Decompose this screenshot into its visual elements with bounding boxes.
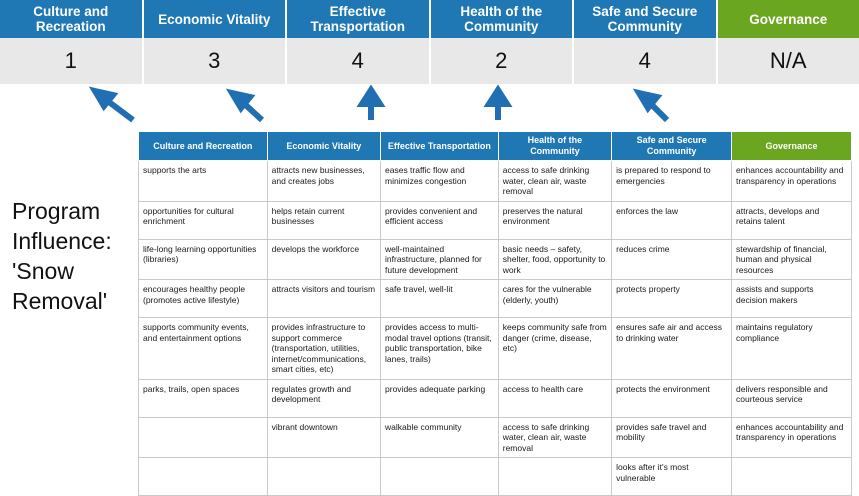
matrix-header-safe-and-secure-community: Safe and Secure Community [612, 132, 732, 161]
matrix-cell: access to health care [498, 379, 611, 417]
matrix-cell: reduces crime [612, 239, 732, 280]
matrix-cell: provides convenient and efficient access [381, 201, 499, 239]
arrow-up-left-culture [95, 91, 133, 120]
matrix-cell: opportunities for cultural enrichment [139, 201, 268, 239]
matrix-header-effective-transportation: Effective Transportation [381, 132, 499, 161]
matrix-header-row [139, 132, 852, 161]
scorecard-header-label: Safe and Secure Community [578, 4, 712, 34]
matrix-cell: eases traffic flow and minimizes congestion [381, 161, 499, 202]
matrix-header-health-of-the-community: Health of the Community [498, 132, 611, 161]
matrix-cell: parks, trails, open spaces [139, 379, 268, 417]
program-influence-caption [12, 196, 140, 316]
matrix-cell-empty [732, 458, 852, 496]
scorecard-header-label: Economic Vitality [158, 12, 270, 27]
matrix-cell: provides safe travel and mobility [612, 417, 732, 458]
matrix-header-economic-vitality: Economic Vitality [267, 132, 380, 161]
matrix-cell: well-maintained infrastructure, planned for future development [381, 239, 499, 280]
matrix-cell: looks after it's most vulnerable [612, 458, 732, 496]
caption-line-1: Program [12, 196, 140, 226]
arrows-group [0, 84, 859, 132]
matrix-cell: walkable community [381, 417, 499, 458]
caption-line-3: 'Snow [12, 256, 140, 286]
matrix-cell: encourages healthy people (promotes active lifestyle) [139, 280, 268, 318]
matrix-header-culture-and-recreation: Culture and Recreation [139, 132, 268, 161]
matrix-cell: attracts visitors and tourism [267, 280, 380, 318]
scorecard-header-governance [718, 0, 859, 38]
matrix-cell-empty [139, 458, 268, 496]
matrix-cell: provides adequate parking [381, 379, 499, 417]
arrow-up-transportation [362, 90, 380, 120]
scorecard-summary-strip [0, 0, 859, 84]
matrix-cell: supports community events, and entertainment options [139, 318, 268, 380]
matrix-cell-empty [498, 458, 611, 496]
table-row [139, 417, 852, 458]
scorecard-header-row [0, 0, 859, 38]
matrix-cell: preserves the natural environment [498, 201, 611, 239]
caption-line-2: Influence: [12, 226, 140, 256]
matrix-cell: is prepared to respond to emergencies [612, 161, 732, 202]
scorecard-value-row [0, 38, 859, 84]
arrow-up-left-economic [232, 93, 262, 120]
matrix-cell: provides access to multi-modal travel options (transit, public transportation, bike lanes, trails) [381, 318, 499, 380]
matrix-cell: access to safe drinking water, clean air, waste removal [498, 161, 611, 202]
scorecard-value-governance: N/A [718, 38, 859, 84]
matrix-cell-empty [139, 417, 268, 458]
matrix-cell-empty [267, 458, 380, 496]
matrix-cell: develops the workforce [267, 239, 380, 280]
scorecard-value-safe-and-secure-community: 4 [574, 38, 718, 84]
matrix-cell: keeps community safe from danger (crime, disease, etc) [498, 318, 611, 380]
matrix-cell: cares for the vulnerable (elderly, youth) [498, 280, 611, 318]
matrix-cell: safe travel, well-lit [381, 280, 499, 318]
matrix-cell-empty [381, 458, 499, 496]
matrix-cell: attracts, develops and retains talent [732, 201, 852, 239]
table-row [139, 201, 852, 239]
scorecard-value-health-of-the-community: 2 [431, 38, 575, 84]
scorecard-value-culture-and-recreation: 1 [0, 38, 144, 84]
matrix-cell: ensures safe air and access to drinking water [612, 318, 732, 380]
influence-matrix [138, 131, 852, 461]
matrix-cell: vibrant downtown [267, 417, 380, 458]
table-row [139, 161, 852, 202]
matrix-header-governance: Governance [732, 132, 852, 161]
matrix-cell: enhances accountability and transparency in operations [732, 417, 852, 458]
matrix-cell: protects the environment [612, 379, 732, 417]
matrix-cell: attracts new businesses, and creates jobs [267, 161, 380, 202]
table-row [139, 379, 852, 417]
table-row [139, 458, 852, 496]
matrix-cell: access to safe drinking water, clean air, waste removal [498, 417, 611, 458]
table-row [139, 280, 852, 318]
matrix-cell: enforces the law [612, 201, 732, 239]
scorecard-value-effective-transportation: 4 [287, 38, 431, 84]
matrix-cell: maintains regulatory compliance [732, 318, 852, 380]
arrow-up-left-safe [639, 93, 667, 120]
scorecard-header-effective-transportation [287, 0, 431, 38]
scorecard-header-label: Effective Transportation [291, 4, 425, 34]
matrix-cell: enhances accountability and transparency in operations [732, 161, 852, 202]
matrix-cell: supports the arts [139, 161, 268, 202]
matrix-cell: stewardship of financial, human and physical resources [732, 239, 852, 280]
influence-matrix-table [138, 131, 852, 496]
matrix-cell: basic needs – safety, shelter, food, opportunity to work [498, 239, 611, 280]
scorecard-header-culture-and-recreation [0, 0, 144, 38]
scorecard-header-label: Governance [749, 12, 827, 27]
matrix-cell: helps retain current businesses [267, 201, 380, 239]
scorecard-header-label: Culture and Recreation [4, 4, 138, 34]
caption-line-4: Removal' [12, 286, 140, 316]
scorecard-header-label: Health of the Community [435, 4, 569, 34]
matrix-cell: protects property [612, 280, 732, 318]
matrix-cell: assists and supports decision makers [732, 280, 852, 318]
table-row [139, 318, 852, 380]
table-row [139, 239, 852, 280]
matrix-cell: life-long learning opportunities (libraries) [139, 239, 268, 280]
arrow-up-health [489, 90, 507, 120]
scorecard-header-economic-vitality [144, 0, 288, 38]
scorecard-header-safe-and-secure-community [574, 0, 718, 38]
matrix-cell: delivers responsible and courteous service [732, 379, 852, 417]
scorecard-header-health-of-the-community [431, 0, 575, 38]
scorecard-value-economic-vitality: 3 [144, 38, 288, 84]
matrix-cell: provides infrastructure to support commerce (transportation, utilities, internet/communications, smart cities, etc) [267, 318, 380, 380]
matrix-cell: regulates growth and development [267, 379, 380, 417]
